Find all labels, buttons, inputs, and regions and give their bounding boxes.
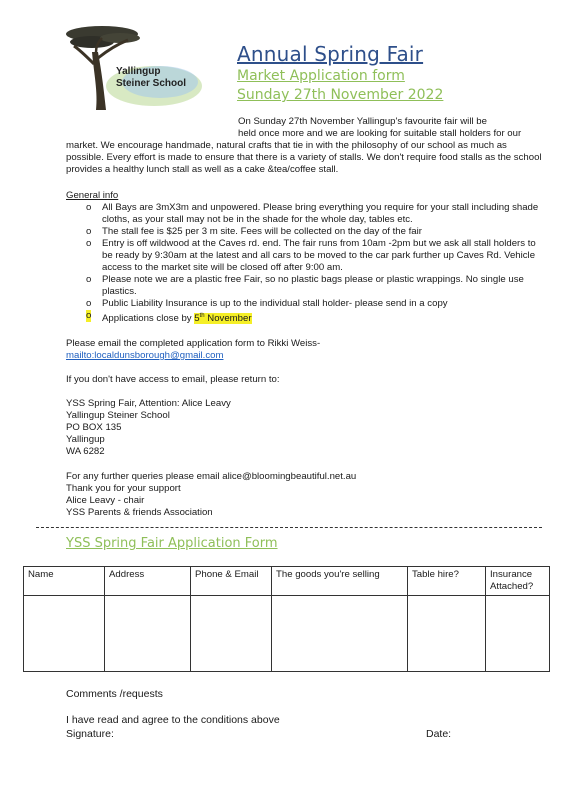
- event-date: Sunday 27th November 2022: [237, 87, 444, 103]
- queries-line: For any further queries please email alice@bloomingbeautiful.net.au: [66, 471, 357, 482]
- form-title: YSS Spring Fair Application Form: [66, 536, 278, 551]
- application-table: [23, 566, 550, 672]
- email-instructions: [66, 338, 536, 362]
- list-item-text: Entry is off wildwood at the Caves rd. end. The fair runs from 10am -2pm but we ask all stall holders to be ready by 9:30am at the latest and all cars to be moved to the car park further up Caves Rd. Vehicle access to the market site will be closed off after 9:00 am.: [102, 238, 536, 273]
- general-info-list: [86, 202, 544, 325]
- list-item: [86, 274, 544, 298]
- signature-field[interactable]: Signature:: [66, 728, 114, 740]
- closing-month: November: [204, 313, 252, 325]
- list-item: [86, 202, 544, 226]
- address-cell[interactable]: [105, 596, 191, 672]
- email-instructions-text: Please email the completed application form to Rikki Weiss-: [66, 338, 321, 349]
- goods-cell[interactable]: [272, 596, 408, 672]
- col-header-address: Address: [105, 567, 191, 596]
- postal-address: [66, 398, 536, 458]
- closing-date-highlight: [194, 313, 251, 324]
- list-item: [86, 298, 544, 310]
- insurance-cell[interactable]: [486, 596, 550, 672]
- list-item-text: All Bays are 3mX3m and unpowered. Please bring everything you require for your stall including shade cloths, as your stall may not be in the shade for the whole day, tables etc.: [102, 202, 539, 225]
- page-title: Annual Spring Fair: [237, 42, 424, 66]
- bullet-marker: o: [86, 238, 92, 249]
- bullet-marker: o: [86, 202, 92, 213]
- table-row: [24, 596, 550, 672]
- address-line: Yallingup: [66, 434, 105, 445]
- col-header-table-hire: Table hire?: [408, 567, 486, 596]
- logo-line-1: Yallingup: [116, 66, 161, 77]
- thanks-line: Thank you for your support: [66, 483, 181, 494]
- logo-text: [116, 66, 186, 90]
- col-header-name: Name: [24, 567, 105, 596]
- school-logo: [62, 22, 204, 114]
- name-cell[interactable]: [24, 596, 105, 672]
- list-item-closing-date: [86, 310, 544, 325]
- general-info-heading: General info: [66, 190, 119, 201]
- bullet-marker: o: [86, 310, 92, 321]
- no-email-text: If you don't have access to email, please return to:: [66, 374, 280, 385]
- page-subtitle: Market Application form: [237, 68, 405, 84]
- comments-label: Comments /requests: [66, 688, 163, 700]
- intro-paragraph: [66, 116, 544, 176]
- agreement-text: I have read and agree to the conditions above: [66, 714, 280, 726]
- address-line: Yallingup Steiner School: [66, 410, 170, 421]
- list-item-text: The stall fee is $25 per 3 m site. Fees will be collected on the day of the fair: [102, 226, 422, 237]
- bullet-marker: o: [86, 298, 92, 309]
- col-header-goods: The goods you're selling: [272, 567, 408, 596]
- intro-first-line: On Sunday 27th November Yallingup's favourite fair will be: [238, 116, 487, 127]
- cut-line-divider: [36, 527, 542, 528]
- chair-line: Alice Leavy - chair: [66, 495, 145, 506]
- closing-prefix: Applications close by: [102, 313, 195, 325]
- list-item: [86, 238, 544, 274]
- address-line: WA 6282: [66, 446, 105, 457]
- closing-day-suffix: th: [199, 313, 205, 319]
- phone-email-cell[interactable]: [191, 596, 272, 672]
- closing-day: 5: [194, 313, 200, 325]
- list-item: [86, 226, 544, 238]
- logo-line-2: Steiner School: [116, 78, 187, 89]
- bullet-marker: o: [86, 274, 92, 285]
- address-line: YSS Spring Fair, Attention: Alice Leavy: [66, 398, 231, 409]
- list-item-text: Please note we are a plastic free Fair, so no plastic bags please or plastic wrappings. No single use plastics.: [102, 274, 524, 297]
- list-item-text: Public Liability Insurance is up to the individual stall holder- please send in a copy: [102, 298, 448, 309]
- bullet-marker: o: [86, 226, 92, 237]
- address-line: PO BOX 135: [66, 422, 122, 433]
- date-field[interactable]: Date:: [426, 728, 452, 740]
- email-link[interactable]: mailto:localdunsborough@gmail.com: [66, 350, 224, 361]
- table-hire-cell[interactable]: [408, 596, 486, 672]
- intro-rest: held once more and we are looking for suitable stall holders for our market. We encourage handmade, natural crafts that tie in with the philosophy of our school as much as possible. Every effort is made to ensure that there is a variety of stalls. We don't require food stalls as the school provides a healthy lunch stall as well as a cake &tea/coffee stall.: [66, 128, 542, 175]
- col-header-phone-email: Phone & Email: [191, 567, 272, 596]
- association-line: YSS Parents & friends Association: [66, 507, 213, 518]
- table-header-row: [24, 567, 550, 596]
- col-header-insurance: Insurance Attached?: [486, 567, 550, 596]
- contact-footer: [66, 471, 536, 519]
